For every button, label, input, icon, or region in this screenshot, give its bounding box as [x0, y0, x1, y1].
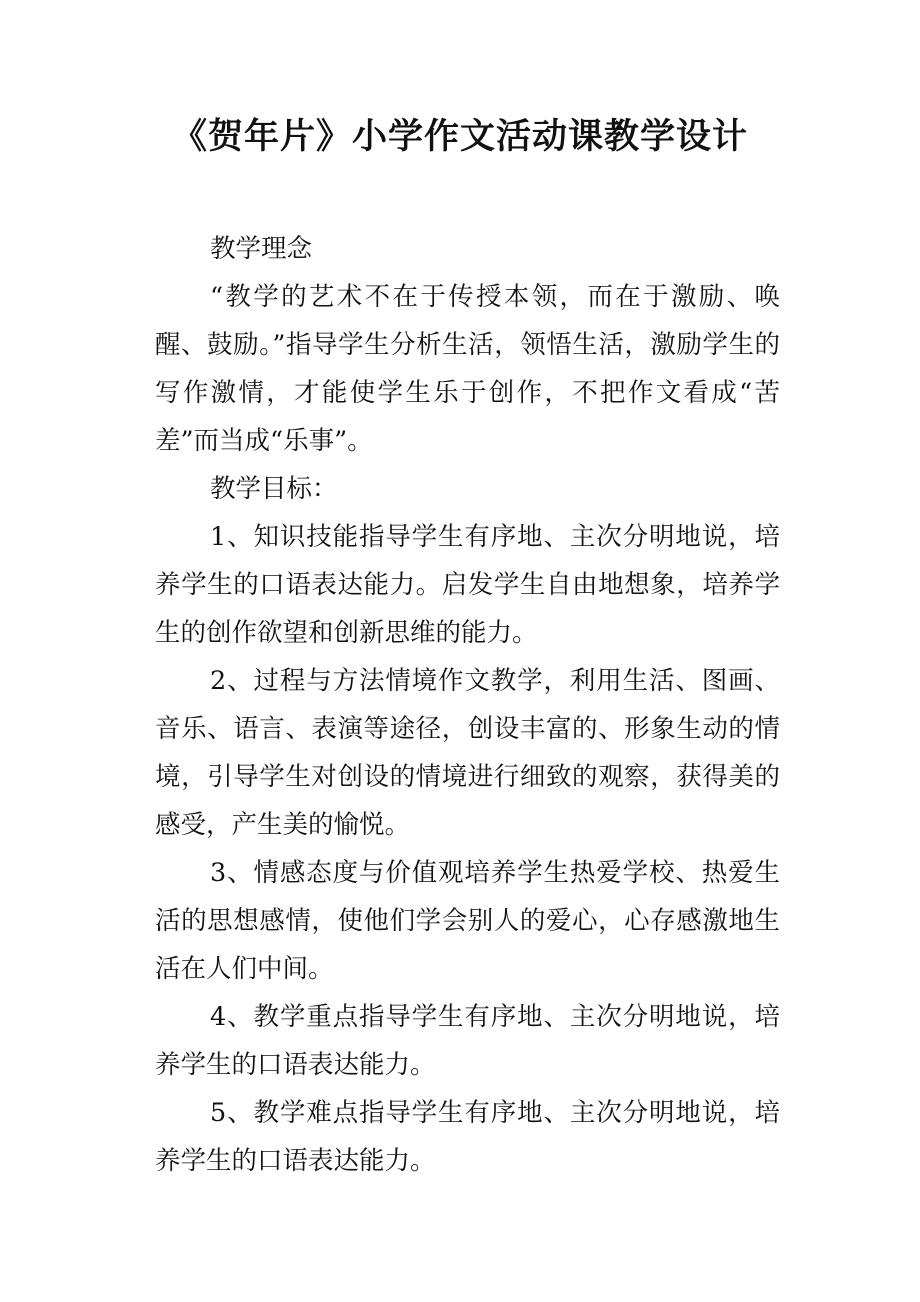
paragraph-goal-2: 2、过程与方法情境作文教学，利用生活、图画、音乐、语言、表演等途径，创设丰富的、形象生动的情境，引导学生对创设的情境进行细致的观察，获得美的感受，产生美的愉悦。: [155, 666, 780, 840]
paragraph-teaching-philosophy-heading: 教学理念: [210, 234, 313, 264]
paragraph-teaching-goals-heading: 教学目标：: [210, 474, 338, 504]
page-title: 《贺年片》小学作文活动课教学设计: [171, 117, 748, 157]
paragraph-goal-3: 3、情感态度与价值观培养学生热爱学校、热爱生活的思想感情，使他们学会别人的爱心，心存感激地生活在人们中间。: [155, 858, 780, 984]
paragraph-difficult-point: 5、教学难点指导学生有序地、主次分明地说，培养学生的口语表达能力。: [155, 1098, 780, 1176]
document-body: [155, 225, 780, 1185]
paragraph-goal-1: 1、知识技能指导学生有序地、主次分明地说，培养学生的口语表达能力。启发学生自由地想象，培养学生的创作欲望和创新思维的能力。: [155, 522, 780, 648]
paragraph-teaching-philosophy: “教学的艺术不在于传授本领，而在于激励、唤醒、鼓励。”指导学生分析生活，领悟生活，激励学生的写作激情，才能使学生乐于创作，不把作文看成“苦差”而当成“乐事”。: [155, 282, 780, 456]
paragraph-key-point: 4、教学重点指导学生有序地、主次分明地说，培养学生的口语表达能力。: [155, 1002, 780, 1080]
